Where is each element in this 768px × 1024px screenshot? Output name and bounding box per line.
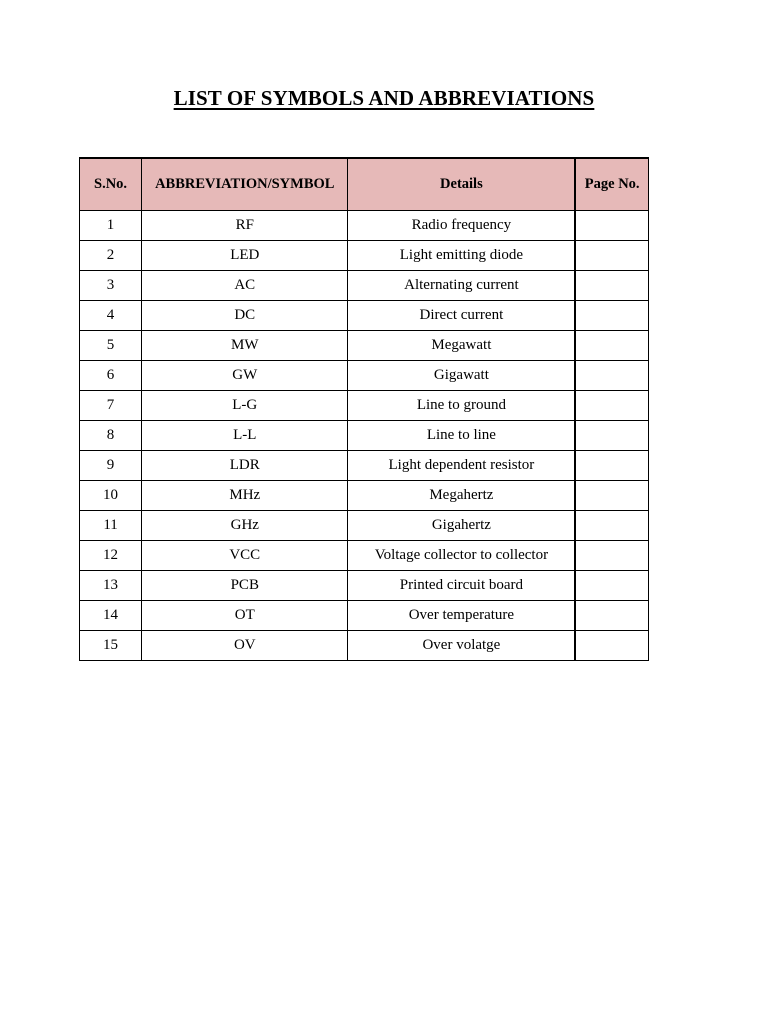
cell-details: Megawatt: [348, 331, 575, 361]
cell-details: Direct current: [348, 301, 575, 331]
cell-sno: 7: [80, 391, 142, 421]
table-row: [80, 271, 649, 301]
cell-sno: 1: [80, 211, 142, 241]
cell-abbreviation: AC: [142, 271, 348, 301]
cell-page: [575, 601, 648, 631]
cell-abbreviation: PCB: [142, 571, 348, 601]
cell-abbreviation: L-L: [142, 421, 348, 451]
header-details: Details: [348, 158, 575, 211]
table-row: [80, 541, 649, 571]
cell-details: Alternating current: [348, 271, 575, 301]
cell-sno: 5: [80, 331, 142, 361]
cell-sno: 13: [80, 571, 142, 601]
cell-abbreviation: VCC: [142, 541, 348, 571]
cell-page: [575, 391, 648, 421]
cell-page: [575, 211, 648, 241]
cell-details: Light emitting diode: [348, 241, 575, 271]
table-row: [80, 421, 649, 451]
table-row: [80, 331, 649, 361]
cell-sno: 9: [80, 451, 142, 481]
cell-sno: 12: [80, 541, 142, 571]
cell-page: [575, 271, 648, 301]
table-row: [80, 571, 649, 601]
table-header-row: [80, 158, 649, 211]
cell-details: Light dependent resistor: [348, 451, 575, 481]
cell-page: [575, 301, 648, 331]
cell-page: [575, 451, 648, 481]
cell-details: Gigahertz: [348, 511, 575, 541]
cell-details: Line to line: [348, 421, 575, 451]
cell-abbreviation: LDR: [142, 451, 348, 481]
cell-page: [575, 511, 648, 541]
cell-abbreviation: L-G: [142, 391, 348, 421]
cell-abbreviation: GW: [142, 361, 348, 391]
cell-sno: 4: [80, 301, 142, 331]
table-row: [80, 451, 649, 481]
cell-details: Megahertz: [348, 481, 575, 511]
table-row: [80, 361, 649, 391]
cell-page: [575, 331, 648, 361]
header-abbreviation: ABBREVIATION/SYMBOL: [142, 158, 348, 211]
cell-page: [575, 541, 648, 571]
table-row: [80, 631, 649, 661]
cell-sno: 11: [80, 511, 142, 541]
cell-details: Radio frequency: [348, 211, 575, 241]
table-row: [80, 481, 649, 511]
cell-details: Gigawatt: [348, 361, 575, 391]
abbreviations-table: [79, 157, 649, 661]
cell-sno: 8: [80, 421, 142, 451]
cell-sno: 10: [80, 481, 142, 511]
cell-page: [575, 241, 648, 271]
cell-sno: 3: [80, 271, 142, 301]
table-row: [80, 391, 649, 421]
cell-abbreviation: MHz: [142, 481, 348, 511]
cell-sno: 14: [80, 601, 142, 631]
table-row: [80, 211, 649, 241]
cell-details: Over volatge: [348, 631, 575, 661]
cell-abbreviation: RF: [142, 211, 348, 241]
cell-page: [575, 421, 648, 451]
table-row: [80, 301, 649, 331]
cell-details: Printed circuit board: [348, 571, 575, 601]
header-sno: S.No.: [80, 158, 142, 211]
cell-page: [575, 481, 648, 511]
cell-sno: 6: [80, 361, 142, 391]
cell-details: Voltage collector to collector: [348, 541, 575, 571]
table-row: [80, 241, 649, 271]
cell-page: [575, 361, 648, 391]
table-row: [80, 511, 649, 541]
cell-abbreviation: GHz: [142, 511, 348, 541]
table-row: [80, 601, 649, 631]
cell-page: [575, 631, 648, 661]
cell-details: Line to ground: [348, 391, 575, 421]
page-title: LIST OF SYMBOLS AND ABBREVIATIONS: [173, 86, 595, 110]
header-page: Page No.: [575, 158, 648, 211]
cell-abbreviation: OT: [142, 601, 348, 631]
table-body: [80, 211, 649, 661]
cell-sno: 2: [80, 241, 142, 271]
cell-abbreviation: LED: [142, 241, 348, 271]
cell-abbreviation: OV: [142, 631, 348, 661]
cell-abbreviation: MW: [142, 331, 348, 361]
cell-page: [575, 571, 648, 601]
cell-abbreviation: DC: [142, 301, 348, 331]
cell-details: Over temperature: [348, 601, 575, 631]
cell-sno: 15: [80, 631, 142, 661]
